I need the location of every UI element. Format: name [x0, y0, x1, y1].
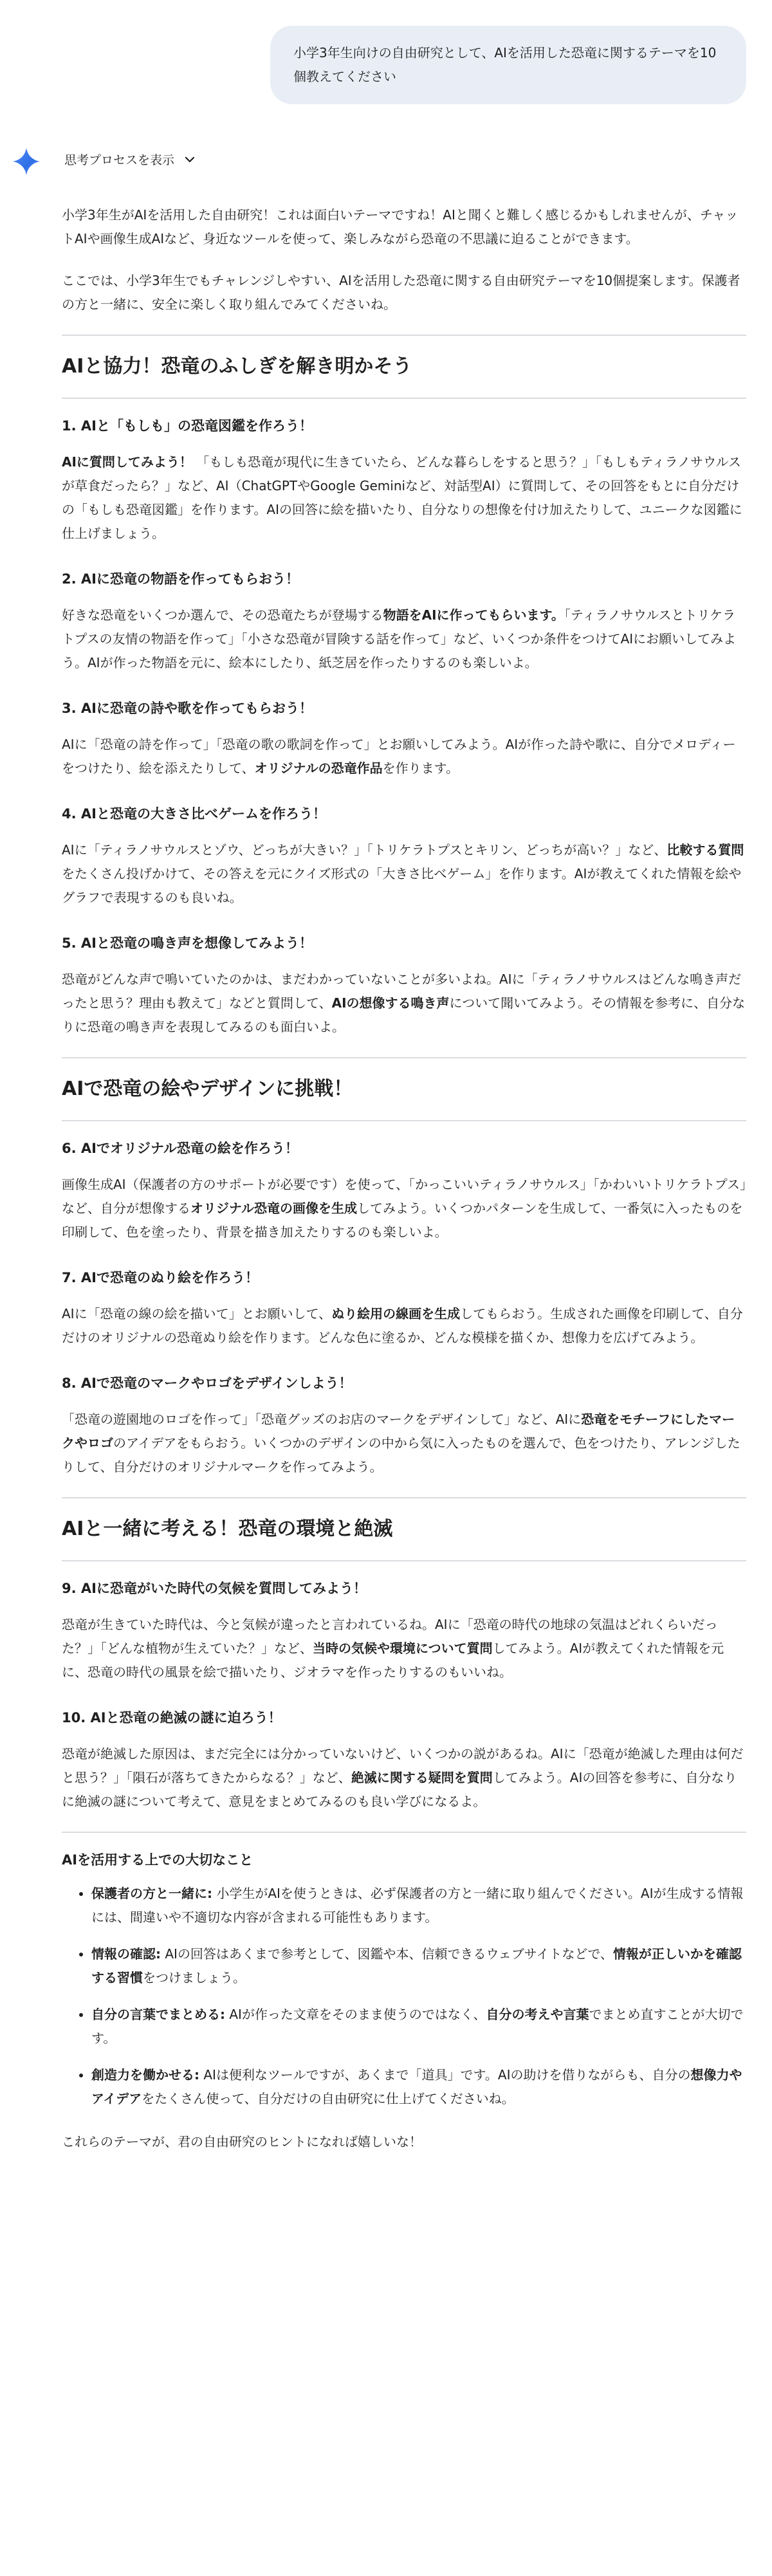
theme-text: 好きな恐竜をいくつか選んで、その恐竜たちが登場する: [62, 607, 383, 623]
tip-text: 小学生がAIを使うときは、必ず保護者の方と一緒に取り組んでください。AIが生成する情報には、間違いや不適切な内容が含まれる可能性もあります。: [91, 1886, 744, 1925]
section-divider: [62, 1497, 746, 1498]
section-divider: [62, 1560, 746, 1561]
theme-text: AIに「ティラノサウルスとゾウ、どっちが大きい？」「トリケラトプスとキリン、どっちが高い？」など、: [62, 842, 667, 858]
theme-text: AIに「恐竜の線の絵を描いて」とお願いして、: [62, 1306, 332, 1321]
theme-title: 3. AIに恐竜の詩や歌を作ってもらおう！: [62, 701, 313, 716]
tip-bold: 自分の言葉でまとめる:: [91, 2007, 225, 2022]
tips-list-item: [91, 1942, 746, 1990]
theme-title: 9. AIに恐竜がいた時代の気候を質問してみよう！: [62, 1581, 367, 1596]
theme-title: 2. AIに恐竜の物語を作ってもらおう！: [62, 571, 299, 587]
theme-title: 5. AIと恐竜の鳴き声を想像してみよう！: [62, 935, 313, 951]
theme-description: [62, 838, 746, 910]
theme-description: [62, 1613, 746, 1684]
theme-text: してみよう。いくつかパターンを生成して、一番気に入ったものを印刷して、色を塗ったり、背景を描き加えたりするのも楽しいよ。: [62, 1201, 743, 1240]
theme-description: [62, 1408, 746, 1479]
tip-bold: 自分の考えや言葉: [486, 2007, 589, 2022]
section-heading: AIで恐竜の絵やデザインに挑戦！: [62, 1078, 353, 1100]
tip-bold: 想像力やアイデア: [91, 2067, 742, 2106]
theme-title: 6. AIでオリジナル恐竜の絵を作ろう！: [62, 1141, 299, 1156]
theme-bold: オリジナルの恐竜作品: [254, 760, 383, 776]
theme-description: [62, 450, 746, 546]
theme-text: について聞いてみよう。その情報を参考に、自分なりに恐竜の鳴き声を表現してみるのも面白いよ。: [62, 995, 746, 1035]
theme-bold: 比較する質問: [666, 842, 744, 858]
theme-text: 「ティラノサウルスとトリケラトプスの友情の物語を作って」「小さな恐竜が冒険する話を作って」など、いくつか条件をつけてAIにお願いしてみよう。AIが作った物語を元に、絵本にしたり、紙芝居を作ったりするのも楽しいよ。: [62, 607, 737, 670]
theme-bold: 絶滅に関する疑問を質問: [351, 1770, 493, 1785]
show-thinking-label: 思考プロセスを表示: [64, 153, 175, 167]
theme-text: 恐竜が生きていた時代は、今と気候が違ったと言われているね。AIに「恐竜の時代の地球の気温はどれくらいだった？」「どんな植物が生えていた？」など、: [62, 1617, 718, 1656]
theme-description: [62, 733, 746, 780]
section-divider: [62, 1832, 746, 1833]
theme-text: 恐竜がどんな声で鳴いていたのかは、まだわかっていないことが多いよね。AIに「ティラノサウルスはどんな鳴き声だったと思う？理由も教えて」などと質問して、: [62, 971, 742, 1011]
tip-bold: 情報の確認:: [91, 1946, 161, 1962]
tips-list-item: [91, 2063, 746, 2111]
theme-text: してみよう。AIが教えてくれた情報を元に、恐竜の時代の風景を絵で描いたり、ジオラマを作ったりするのもいいね。: [62, 1641, 724, 1680]
theme-description: [62, 603, 746, 675]
theme-title: 4. AIと恐竜の大きさ比べゲームを作ろう！: [62, 806, 326, 822]
theme-text: 「もしも恐竜が現代に生きていたら、どんな暮らしをすると思う？」「もしもティラノサウルスが草食だったら？」など、AI（ChatGPTやGoogle Geminiなど、対話型AI）に質問して、その回答をもとに自分だけの「もしも恐竜図鑑」を作ります。AIの回答に絵を描いたり、自分なりの想像を付け加えたりして、ユニークな図鑑に仕上げましょう。: [62, 454, 742, 541]
tip-text: AIの回答はあくまで参考として、図鑑や本、信頼できるウェブサイトなどで、: [161, 1946, 613, 1962]
theme-text: のアイデアをもらおう。いくつかのデザインの中から気に入ったものを選んで、色をつけたり、アレンジしたりして、自分だけのオリジナルマークを作ってみよう。: [62, 1435, 740, 1475]
tip-text: でまとめ直すことが大切です。: [91, 2007, 744, 2046]
tips-list-item: [91, 2003, 746, 2050]
theme-title: 8. AIで恐竜のマークやロゴをデザインしよう！: [62, 1375, 353, 1391]
theme-description: [62, 1173, 746, 1244]
tip-text: をつけましょう。: [143, 1970, 246, 1985]
theme-bold: オリジナル恐竜の画像を生成: [190, 1201, 357, 1216]
theme-description: [62, 1742, 746, 1814]
user-prompt-text: 小学3年生向けの自由研究として、AIを活用した恐竜に関するテーマを10個教えてください: [293, 45, 717, 84]
tips-list-item: [91, 1882, 746, 1929]
theme-title: 7. AIで恐竜のぬり絵を作ろう！: [62, 1270, 259, 1285]
tip-text: AIが作った文章をそのまま使うのではなく、: [225, 2007, 486, 2022]
tips-list: [62, 1882, 746, 2111]
theme-text: 「恐竜の遊園地のロゴを作って」「恐竜グッズのお店のマークをデザインして」など、AIに: [62, 1412, 582, 1427]
intro: [62, 203, 746, 317]
theme-bold: 当時の気候や環境について質問: [313, 1641, 493, 1656]
chevron-down-icon: [183, 153, 196, 166]
theme-description: [62, 1302, 746, 1350]
theme-bold: 物語をAIに作ってもらいます。: [383, 607, 564, 623]
theme-text: してみよう。AIの回答を参考に、自分なりに絶滅の謎について考えて、意見をまとめてみるのも良い学びになるよ。: [62, 1770, 737, 1809]
theme-bold: ぬり絵用の線画を生成: [331, 1306, 461, 1321]
gemini-sparkle-icon: [12, 147, 41, 176]
closing-text: これらのテーマが、君の自由研究のヒントになれば嬉しいな！: [62, 2134, 422, 2149]
tip-bold: 創造力を働かせる:: [91, 2067, 199, 2083]
theme-text: 恐竜が絶滅した原因は、まだ完全には分かっていないけど、いくつかの説があるね。AIに「恐竜が絶滅した理由は何だと思う？」「隕石が落ちてきたからなる？」など、: [62, 1746, 744, 1785]
theme-bold: 恐竜をモチーフにしたマークやロゴ: [62, 1412, 735, 1451]
theme-text: してもらおう。生成された画像を印刷して、自分だけのオリジナルの恐竜ぬり絵を作ります。どんな色に塗るか、どんな模様を描くか、想像力を広げてみよう。: [62, 1306, 743, 1345]
section-divider: [62, 1120, 746, 1121]
tip-bold: 保護者の方と一緒に:: [91, 1886, 212, 1901]
show-thinking-toggle[interactable]: [64, 151, 196, 168]
intro-paragraph: 小学3年生がAIを活用した自由研究！これは面白いテーマですね！AIと聞くと難しく感じるかもしれませんが、チャットAIや画像生成AIなど、身近なツールを使って、楽しみながら恐竜の不思議に迫ることができます。: [62, 207, 739, 246]
theme-title: 10. AIと恐竜の絶滅の謎に迫ろう！: [62, 1710, 282, 1725]
section-divider: [62, 398, 746, 399]
intro-paragraph: ここでは、小学3年生でもチャレンジしやすい、AIを活用した恐竜に関する自由研究テーマを10個提案します。保護者の方と一緒に、安全に楽しく取り組んでみてくださいね。: [62, 273, 740, 312]
user-prompt-bubble: [270, 26, 746, 104]
tip-text: AIは便利なツールですが、あくまで「道具」です。AIの助けを借りながらも、自分の: [199, 2067, 691, 2083]
section-divider: [62, 1057, 746, 1058]
theme-title: 1. AIと「もしも」の恐竜図鑑を作ろう！: [62, 418, 313, 434]
tip-text: をたくさん使って、自分だけの自由研究に仕上げてくださいね。: [142, 2091, 515, 2106]
tip-bold: 情報が正しいかを確認する習慣: [91, 1946, 742, 1985]
theme-text: 画像生成AI（保護者の方のサポートが必要です）を使って、「かっこいいティラノサウルス」「かわいいトリケラトプス」など、自分が想像する: [62, 1177, 746, 1216]
theme-description: [62, 968, 746, 1039]
tips-heading: AIを活用する上での大切なこと: [62, 1852, 253, 1868]
theme-bold: AIの想像する鳴き声: [331, 995, 450, 1011]
theme-text: を作ります。: [382, 760, 459, 776]
theme-text: をたくさん投げかけて、その答えを元にクイズ形式の「大きさ比べゲーム」を作ります。AIが教えてくれた情報を絵やグラフで表現するのも良いね。: [62, 866, 742, 905]
response-content: [62, 203, 746, 2172]
theme-text: AIに「恐竜の詩を作って」「恐竜の歌の歌詞を作って」とお願いしてみよう。AIが作った詩や歌に、自分でメロディーをつけたり、絵を添えたりして、: [62, 737, 736, 776]
section-heading: AIと協力！恐竜のふしぎを解き明かそう: [62, 355, 412, 378]
section-divider: [62, 335, 746, 336]
section-heading: AIと一緒に考える！恐竜の環境と絶滅: [62, 1518, 393, 1540]
theme-bold: AIに質問してみよう！: [62, 454, 192, 470]
